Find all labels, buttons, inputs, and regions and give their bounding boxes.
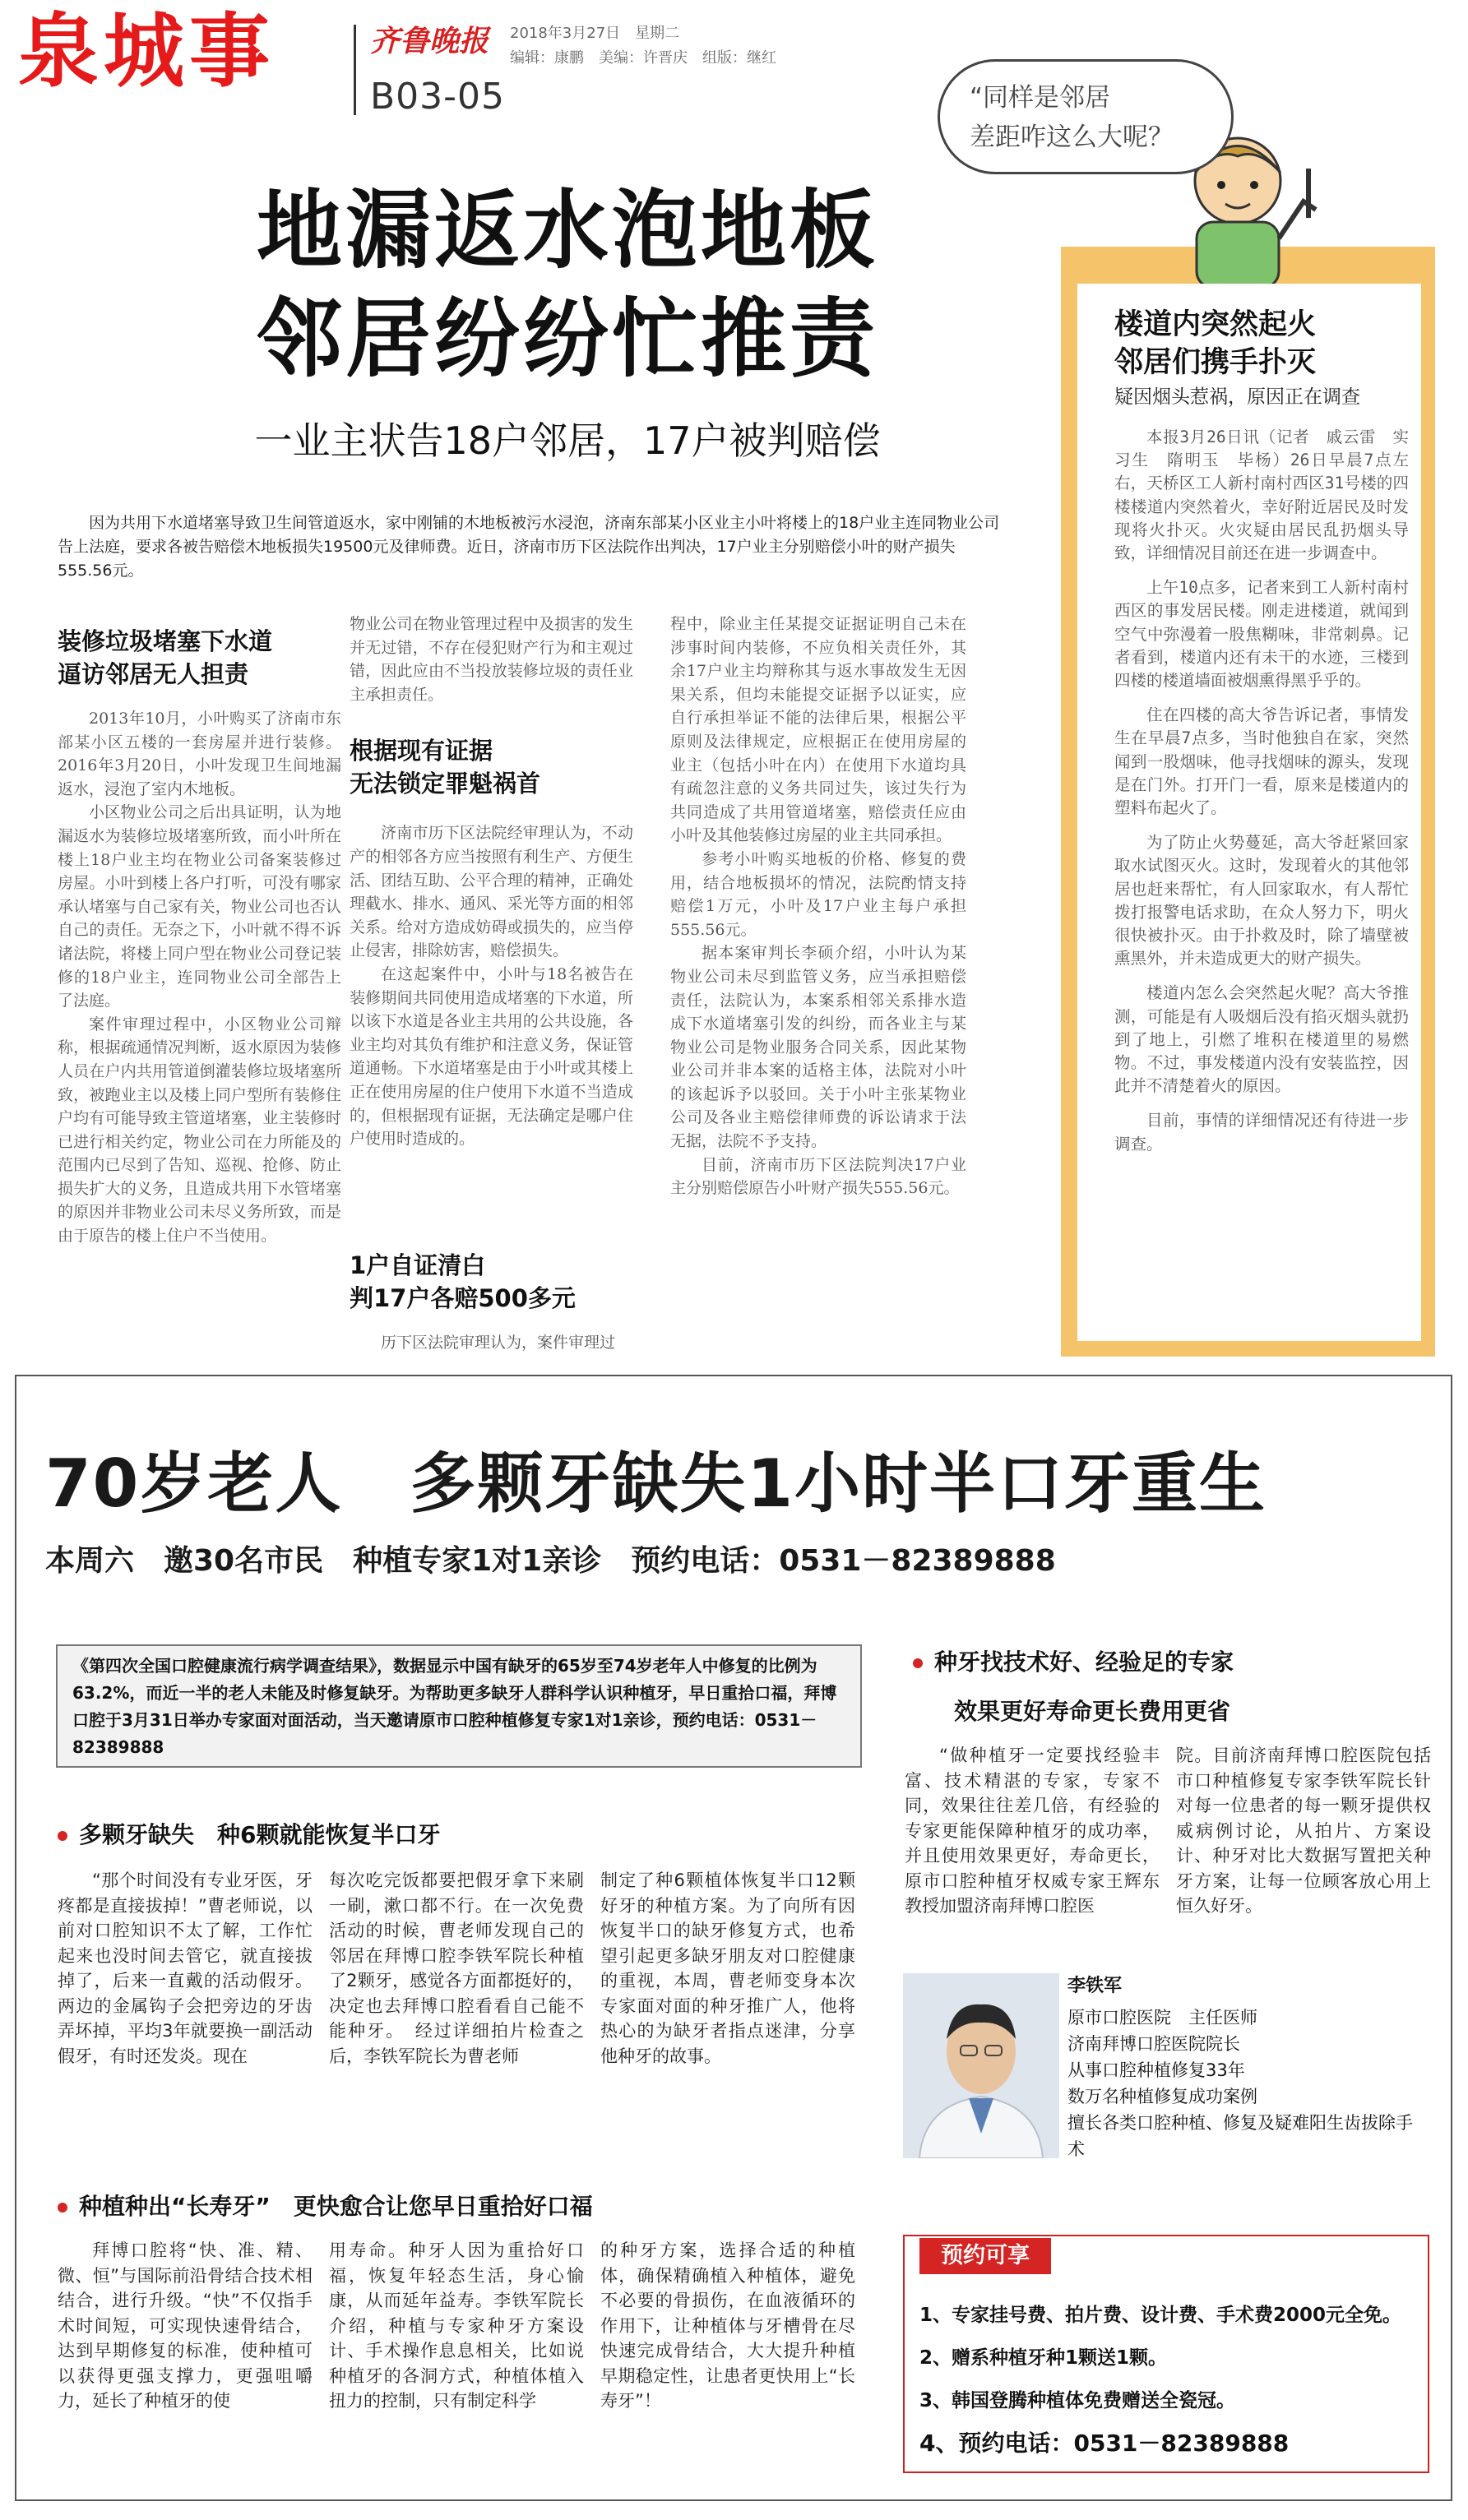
ad-paragraph: 用寿命。种牙人因为重拾好口福，恢复年轻态生活，身心愉康，从而延年益寿。李铁军院长介绍，种植与专家种牙方案设计、手术操作息息相关，比如说种植牙的各洞方式，种植体植入扭力的控制，只有制定科学: [329, 2240, 584, 2411]
ad-section-3-col-2: [1176, 1743, 1431, 1949]
body-paragraph: 2013年10月，小叶购买了济南市东部某小区五楼的一套房屋并进行装修。2016年3月20日，小叶发现卫生间地漏返水，浸泡了室内木地板。: [58, 710, 341, 798]
body-paragraph: 目前，济南市历下区法院判决17户业主分别赔偿原告小叶财产损失555.56元。: [670, 1155, 966, 1198]
doctor-title: 从事口腔种植修复33年: [1067, 2060, 1245, 2080]
ad-section-3-label: 种牙找技术好、经验足的专家: [934, 1648, 1234, 1676]
ad-section-1-col-2: [329, 1868, 584, 2115]
ad-section-1-title: [58, 1817, 440, 1850]
sidebar-body: [1114, 426, 1409, 1330]
booking-list: [919, 2294, 1421, 2465]
ad-section-2-col-2: [329, 2238, 584, 2485]
column-1-subhead-2: 逼访邻居无人担责: [58, 660, 249, 688]
column-2-body: [350, 821, 633, 1224]
doctor-bio: [1067, 1973, 1429, 2162]
column-2-subhead-1: 根据现有证据: [350, 737, 493, 765]
doctor-name: 李铁军: [1067, 1976, 1123, 1996]
ad-section-1-label: 多颗牙缺失 种6颗就能恢复半口牙: [79, 1821, 441, 1848]
sidebar-subtitle: 疑因烟头惹祸，原因正在调查: [1114, 386, 1360, 408]
doctor-portrait-icon: [903, 1973, 1059, 2158]
body-paragraph: 小区物业公司之后出具证明，认为地漏返水为装修垃圾堵塞所致，而小叶所在楼上18户业主均在物业公司备案装修过房屋。小叶到楼上各户打听，可没有哪家承认堵塞与自己家有关，物业公司也否认自己的责任。无奈之下，小叶就不得不诉诸法院，将楼上同户型在物业公司登记装修的18户业主，连同物业公司全部告上了法庭。: [58, 803, 341, 1010]
booking-item: 1、专家挂号费、拍片费、设计费、手术费2000元全免。: [919, 2305, 1402, 2326]
ad-section-3-subtitle: 效果更好寿命更长费用更省: [954, 1698, 1231, 1725]
newspaper-logo: 齐鲁晚报: [370, 24, 489, 58]
column-1-subhead-1: 装修垃圾堵塞下水道: [58, 627, 273, 655]
main-headline-2: 邻居纷纷忙推责: [256, 289, 878, 389]
ad-section-2-col-3: [600, 2238, 855, 2485]
body-paragraph: 济南市历下区法院经审理认为，不动产的相邻各方应当按照有利生产、方便生活、团结互助、公平合理的精神，正确处理截水、排水、通风、采光等方面的相邻关系。给对方造成妨碍或损失的，应当停止侵害，排除妨害，赔偿损失。: [350, 824, 633, 960]
ad-tagline: 本周六 邀30名市民 种植专家1对1亲诊 预约电话：0531－82389888: [45, 1544, 1056, 1578]
page-number: B03-05: [370, 76, 506, 118]
body-paragraph: 案件审理过程中，小区物业公司辩称，根据疏通情况判断，返水原因为装修人员在户内共用管道倒灌装修垃圾堵塞所致，被跑业主以及楼上同户型所有装修住户均有可能导致主管道堵塞，业主装修时已进行相关约定，物业公司在力所能及的范围内已尽到了告知、巡视、抢修、防止损失扩大的义务，且造成共用下水管堵塞的原因并非物业公司未尽义务所致，而是由于原告的楼上住户不当使用。: [58, 1015, 341, 1246]
body-paragraph: 参考小叶购买地板的价格、修复的费用，结合地板损坏的情况，法院酌情支持赔偿1万元，小叶及17户业主每户承担555.56元。: [670, 849, 966, 939]
column-2-subhead-3: 1户自证清白: [350, 1251, 486, 1280]
ad-paragraph: 院。目前济南拜博口腔医院包括市口种植修复专家李铁军院长针对每一位患者的每一颗牙提供权威病例讨论，从拍片、方案设计、种牙对比大数据写置把关种牙方案，让每一位顾客放心用上恒久好牙。: [1176, 1746, 1431, 1916]
bullet-icon: [58, 1831, 67, 1841]
bubble-line-2: 差距咋这么大呢？: [970, 123, 1174, 152]
column-2-tail: [350, 1331, 633, 1355]
ad-paragraph: 制定了种6颗植体恢复半口12颗好牙的种植方案。为了向所有因恢复半口的缺牙修复方式，也希望引起更多缺牙朋友对口腔健康的重视，本周，曹老师变身本次专家面对面的种牙推广人，他将热心的为缺牙者指点迷津，分享他种牙的故事。: [600, 1870, 855, 2066]
body-paragraph: 历下区法院审理认为，案件审理过: [381, 1334, 616, 1352]
sidebar-paragraph: 为了防止火势蔓延，高大爷赶紧回家取水试图灭火。这时，发现着火的其他邻居也赶来帮忙，有人回家取水，有人帮忙拨打报警电话求助，在众人努力下，明火很快被扑灭。由于扑救及时，除了墙壁被熏黑外，并未造成更大的财产损失。: [1114, 833, 1409, 969]
sidebar-paragraph: 本报3月26日讯（记者 戚云雷 实习生 隋明玉 毕杨）26日早晨7点左右，天桥区工人新村南村西区31号楼的四楼楼道内突然着火，幸好附近居民及时发现将火扑灭。火灾疑由居民乱扔烟头导致，详细情况目前还在进一步调查中。: [1114, 428, 1409, 563]
column-1: [58, 625, 341, 1332]
ad-title: 70岁老人 多颗牙缺失1小时半口牙重生: [45, 1445, 1267, 1522]
ad-section-1-col-1: [58, 1868, 313, 2115]
sidebar-headline: [1114, 306, 1410, 409]
booking-phone: 4、预约电话：0531－82389888: [919, 2430, 1290, 2457]
sidebar-paragraph: 住在四楼的高大爷告诉记者，事情发生在早晨7点多，当时他独自在家，突然闻到一股烟味，他寻找烟味的源头，发现是在门外。打开门一看，原来是楼道内的塑料布起火了。: [1114, 705, 1409, 818]
bubble-line-1: “同样是邻居: [970, 83, 1111, 113]
column-2-top: [350, 613, 633, 706]
ad-paragraph: “做种植牙一定要找经验丰富、技术精湛的专家，专家不同，效果往往差几倍，有经验的专家更能保障种植牙的成功率，并且使用效果更好，寿命更长，原市口腔种植牙权威专家王辉东教授加盟济南拜博口腔医: [905, 1746, 1160, 1916]
article-lead: 因为共用下水道堵塞导致卫生间管道返水，家中刚铺的木地板被污水浸泡，济南东部某小区业主小叶将楼上的18户业主连同物业公司告上法庭，要求各被告赔偿木地板损失19500元及律师费。近日，济南市历下区法院作出判决，17户业主分别赔偿小叶的财产损失555.56元。: [58, 514, 1000, 580]
editor-credits: 编辑：康鹏 美编：许晋庆 组版：继红: [510, 49, 776, 67]
body-paragraph: 据本案审判长李硕介绍，小叶认为某物业公司未尽到监管义务，应当承担赔偿责任，法院认为，本案系相邻关系排水造成下水道堵塞引发的纠纷，而各业主与某物业公司是物业服务合同关系，因此某物业公司并非本案的适格主体，法院对小叶的该起诉予以驳回。关于小叶主张某物业公司及各业主赔偿律师费的诉讼请求于法无据，法院不予支持。: [670, 944, 966, 1151]
doctor-title: 数万名种植修复成功案例: [1067, 2087, 1257, 2106]
ad-paragraph: 每次吃完饭都要把假牙拿下来刷一刷，漱口都不行。在一次免费活动的时候，曹老师发现自己的邻居在拜博口腔李铁军院长种植了2颗牙，感觉各方面都挺好的，决定也去拜博口腔看看自己能不能种牙。 经过详细拍片检查之后，李铁军院长为曹老师: [329, 1870, 584, 2066]
bullet-icon: [913, 1658, 923, 1668]
main-headline-1: 地漏返水泡地板: [256, 180, 878, 280]
ad-section-2-title: [58, 2189, 593, 2222]
ad-paragraph: “那个时间没有专业牙医，牙疼都是直接拔掉！”曹老师说，以前对口腔知识不太了解，工作忙起来也没时间去管它，就直接拔掉了，后来一直戴的活动假牙。两边的金属钩子会把旁边的牙齿弄坏掉，平均3年就要换一副活动假牙，有时还发炎。现在: [58, 1870, 313, 2066]
sidebar-headline-1: 楼道内突然起火: [1114, 308, 1317, 341]
body-paragraph: 在这起案件中，小叶与18名被告在装修期间共同使用造成堵塞的下水道，所以该下水道是各业主共用的公共设施，各业主均对其负有维护和注意义务，保证管道通畅。下水道堵塞是由于小叶或其楼上正在使用房屋的住户使用下水道不当造成的，但根据现有证据，无法确定是哪户住户使用时造成的。: [350, 964, 633, 1149]
booking-item: 3、韩国登腾种植体免费赠送全瓷冠。: [919, 2390, 1236, 2411]
ad-section-1-col-3: [600, 1868, 855, 2115]
column-1-body: [58, 707, 341, 1332]
column-3: [670, 613, 966, 1321]
column-2-subhead-4: 判17户各赔500多元: [350, 1284, 576, 1313]
ad-paragraph: 的种牙方案，选择合适的种植体，确保精确植入种植体，避免不必要的骨损伤，在血液循环的作用下，让种植体与牙槽骨在尽快速完成骨结合，大大提升种植早期稳定性，让患者更快用上“长寿牙”！: [600, 2240, 855, 2411]
sidebar-headline-2: 邻居们携手扑灭: [1114, 346, 1317, 379]
sidebar-paragraph: 上午10点多，记者来到工人新村南村西区的事发居民楼。刚走进楼道，就闻到空气中弥漫着一股焦糊味，非常刺鼻。记者看到，楼道内还有未干的水迹，三楼到四楼的楼道墙面被烟熏得黑乎乎的。: [1114, 578, 1409, 691]
ad-section-2-label: 种植种出“长寿牙” 更快愈合让您早日重拾好口福: [79, 2193, 593, 2220]
section-title: 泉城事: [18, 5, 276, 99]
sidebar-paragraph: 楼道内怎么会突然起火呢？高大爷推测，可能是有人吸烟后没有掐灭烟头就扔到了地上，引燃了堆积在楼道里的易燃物。不过，事发楼道内没有安装监控，因此并不清楚着火的原因。: [1114, 983, 1409, 1096]
doctor-title: 擅长各类口腔种植、修复及疑难阳生齿拔除手术: [1067, 2113, 1413, 2159]
doctor-title: 原市口腔医院 主任医师: [1067, 2008, 1257, 2028]
body-paragraph: 程中，除业主任某提交证据证明自己未在涉事时间内装修，不应负相关责任外，其余17户业主均辩称其与返水事故发生无因果关系，但均未能提交证据予以证实，应自行承担举证不能的法律后果，根据公平原则及法律规定，应根据正在使用房屋的业主（包括小叶在内）在使用下水道均具有疏忽注意的义务共同过失，该过失行为共同造成了共用管道堵塞，赔偿责任应由小叶及其他装修过房屋的业主共同承担。: [670, 615, 966, 845]
masthead-divider: [354, 25, 356, 115]
sidebar-paragraph: 目前，事情的详细情况还有待进一步调查。: [1114, 1111, 1409, 1154]
main-subheadline: 一业主状告18户邻居，17户被判赔偿: [254, 418, 881, 463]
body-paragraph: 物业公司在物业管理过程中及损害的发生并无过错，不存在侵犯财产行为和主观过错，因此应由不当投放装修垃圾的责任业主承担责任。: [350, 615, 633, 704]
booking-tag: 预约可享: [919, 2238, 1051, 2274]
ad-section-2-col-1: [58, 2238, 313, 2485]
issue-date: 2018年3月27日 星期二: [510, 25, 680, 42]
column-2-subhead-2: 无法锁定罪魁祸首: [350, 770, 541, 798]
masthead-info: [510, 21, 776, 71]
doctor-photo: [903, 1973, 1059, 2158]
bullet-icon: [58, 2203, 67, 2213]
ad-paragraph: 拜博口腔将“快、准、精、微、恒”与国际前沿骨结合技术相结合，进行升级。“快”不仅指手术时间短，可实现快速骨结合，达到早期修复的标准，使种植可以获得更强支撑力，更强咀嚼力，延长了种植牙的使: [58, 2240, 313, 2411]
speech-bubble: [938, 59, 1234, 174]
ad-intro-box: 《第四次全国口腔健康流行病学调查结果》，数据显示中国有缺牙的65岁至74岁老年人中修复的比例为63.2%，而近一半的老人未能及时修复缺牙。为帮助更多缺牙人群科学认识种植牙，早日重拾口福，拜博口腔于3月31日举办专家面对面活动，当天邀请原市口腔种植修复专家1对1亲诊，预约电话：0531－82389888: [56, 1644, 862, 1768]
ad-section-3-col-1: [905, 1743, 1160, 1949]
doctor-title: 济南拜博口腔医院院长: [1067, 2034, 1240, 2054]
column-2: [350, 613, 633, 1355]
ad-section-3-title: [913, 1644, 1234, 1677]
booking-item: 2、赠系种植牙种1颗送1颗。: [919, 2347, 1168, 2369]
